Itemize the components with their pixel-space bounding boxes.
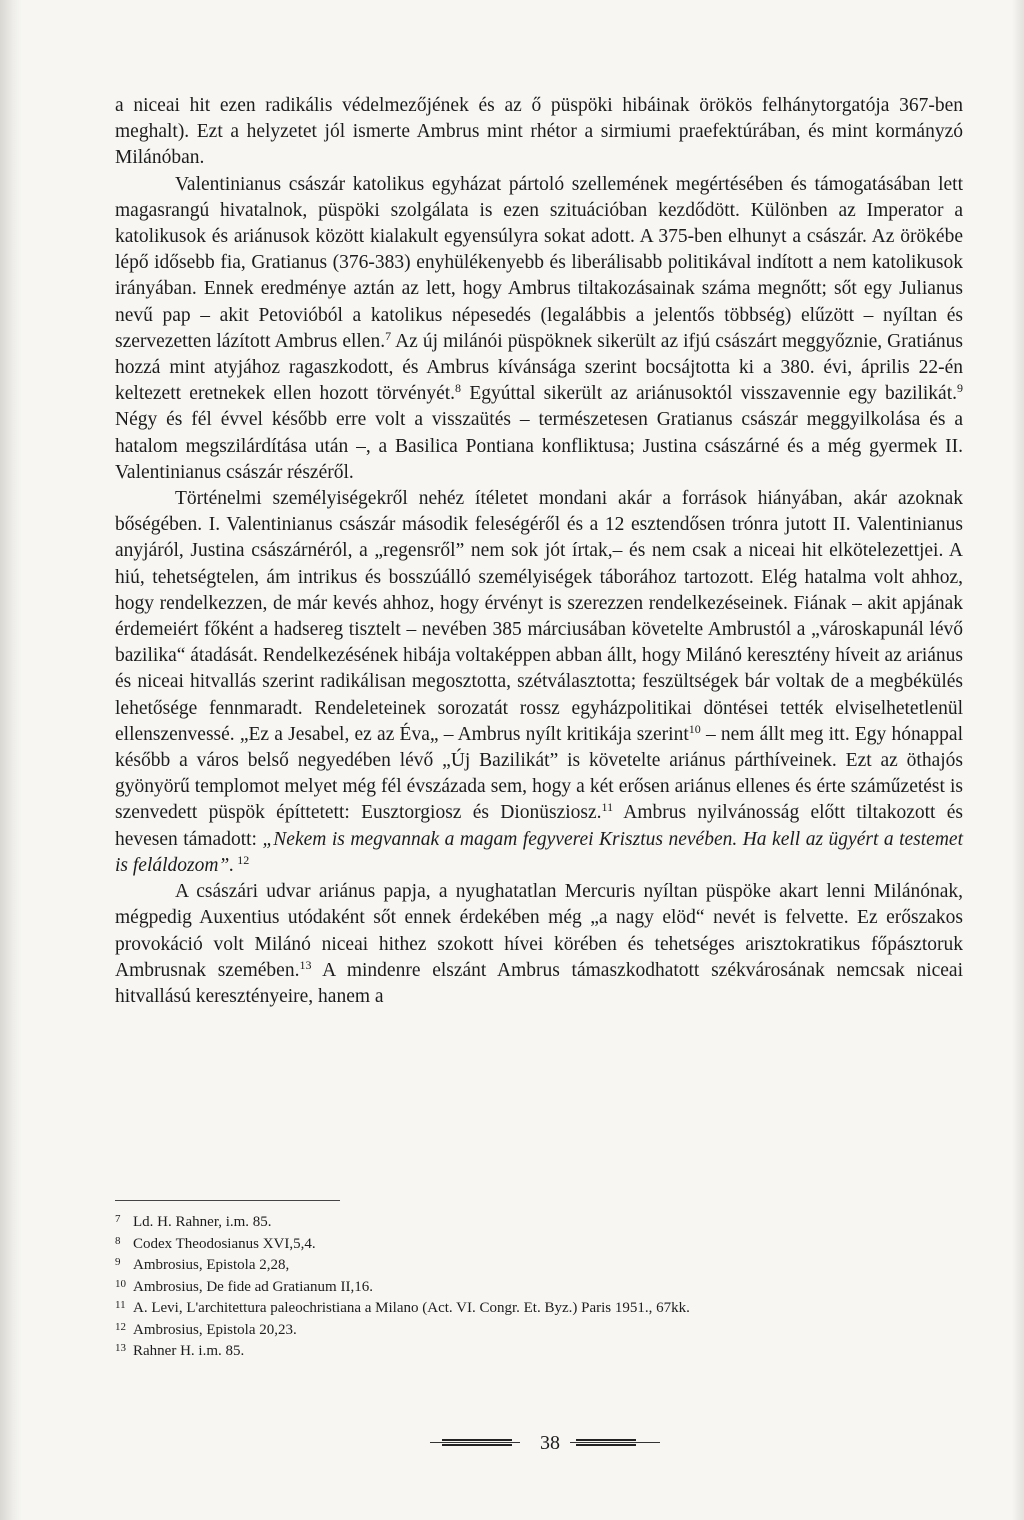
- footnote-ref-13[interactable]: 13: [299, 957, 312, 972]
- footnote-11: 11 A. Levi, L'architettura paleochristiana a Milano (Act. VI. Congr. Et. Byz.) Paris 1951., 67kk.: [115, 1299, 690, 1316]
- footnote-ref-11[interactable]: 11: [601, 800, 614, 815]
- footer-rule-left: [430, 1437, 520, 1449]
- footer-rule-right: [570, 1437, 660, 1449]
- ambrus-quote: „Nekem is megvannak a magam fegyverei Krisztus nevében. Ha kell az ügyért a testemet is feláldozom”.: [115, 828, 963, 876]
- scan-shadow-right: [1012, 0, 1024, 1520]
- footnote-7: 7 Ld. H. Rahner, i.m. 85.: [115, 1213, 272, 1230]
- footnote-10: 10 Ambrosius, De fide ad Gratianum II,16.: [115, 1277, 373, 1295]
- page-footer: [430, 1428, 670, 1458]
- paragraph-3: Történelmi személyiségekről nehéz ítéletet mondani akár a források hiányában, akár azoknak bőségében. I. Valentinianus császár második feleségéről és a 12 esztendősen trónra jutott II. Valentinianus anyjáról, Justina császárnéról, a „regensről” nem sok jót írtak,– és nem csak a niceai hit elkötelezettjei. A hiú, tehetségtelen, ám intrikus és bosszúálló személyiségek táborához tartozott. Elég hatalma volt ahhoz, hogy rendelkezzen, de már kevés ahhoz, hogy érvényt is szerezzen rendelkezéseinek. Fiának – akit apjának érdemeiért főként a hadsereg tisztelt – nevében 385 márciusában követelte Ambrustól a „városkapunál lévő bazilika“ átadását. Rendelkezésének hibája voltaképpen abban állt, hogy Milánó keresztény híveit az ariánus és niceai hitvallás szerint radikálisan megosztotta, szétválasztotta; feszültségek bár voltak de a megbékülés lehetősége fennmaradt. Rendeleteinek sorozatát rossz egyházpolitikai döntései tették elviselhetetlenül ellenszenvessé. „Ez a Jesabel, ez az Éva„ – Ambrus nyílt kritikája szerint$^{10}$ – nem állt meg itt. Egy hónappal később a város belső negyedében lévő „Új Bazilikát” is követelte ariánus párthíveinek. Ezt az öthajós gyönyörű templomot melyet még fél évszázada sem, hogy a két erősen ariánus ellenes és érte száműzetést is szenvedett püspök építtetett: Eusztorgiosz és Dionüsziosz.$^{11}$ Ambrus nyilvánosság előtt tiltakozott és hevesen támadott: „Nekem is megvannak a magam fegyverei Krisztus nevében. Ha kell az ügyért a testemet is feláldozom”. $^{12}$: [115, 488, 963, 876]
- footnotes: [115, 1212, 965, 1363]
- paragraph-2: Valentinianus császár katolikus egyházat pártoló szellemének megértésében és támogatásában lett magasrangú hivatalnok, püspöki szolgálata is ezen szituációban kezdődött. Különben az Imperator a katolikusok és ariánusok között kialakult egyensúlyra sokat adott. A 375-ben elhunyt a császár. Az örökébe lépő idősebb fia, Gratianus (376-383) enyhülékenyebb és liberálisabb politikával indított a nem katolikusok irányában. Ennek eredménye aztán az lett, hogy Ambrus tiltakozásainak száma megnőtt; sőt egy Julianus nevű pap – akit Petovióból a katolikus népesedés (legalábbis a jelentős többség) elűzött – nyíltan és szervezetten lázított Ambrus ellen.$^7$ Az új milánói püspöknek sikerült az ifjú császárt meggyőznie, Gratiánus hozzá mint atyjához ragaszkodott, és Ambrus kívánsága szerint bocsájtotta ki a 380. évi, április 22-én keltezett eretnekek ellen hozott törvényét.$^8$ Egyúttal sikerült az ariánusoktól visszavennie egy bazilikát.$^9$ Négy és fél évvel később erre volt a visszaütés – természetesen Gratianus császár meggyilkolása és a hatalom megszilárdítása után –, a Basilica Pontiana konfliktusa; Justina császárné és a még gyermek II. Valentinianus császár részéről.: [115, 173, 963, 483]
- footnote-ref-7[interactable]: 7: [385, 328, 392, 343]
- footnote-13: 13 Rahner H. i.m. 85.: [115, 1342, 245, 1359]
- footnote-ref-8[interactable]: 8: [455, 381, 462, 396]
- footnote-8: 8 Codex Theodosianus XVI,5,4.: [115, 1234, 316, 1252]
- paragraph-1: a niceai hit ezen radikális védelmezőjének és az ő püspöki hibáinak örökös felhánytorgatója 367-ben meghalt). Ezt a helyzetet jól ismerte Ambrus mint rhétor a sirmiumi praefektúrában, és mint kormányzó Milánóban.: [115, 95, 963, 169]
- footnote-separator: [115, 1200, 340, 1201]
- page-number: 38: [540, 1432, 560, 1454]
- scan-shadow-left: [0, 0, 22, 1520]
- paragraph-4: A császári udvar ariánus papja, a nyughatatlan Mercuris nyíltan püspöke akart lenni Milánónak, mégpedig Auxentius utódaként sőt ennek érdekében még „a nagy elöd“ nevét is felvette. Ez erőszakos provokáció volt Milánó niceai hithez szokott hívei körében és tehetséges arisztokratikus főpásztoruk Ambrusnak szemében.$^{13}$ A mindenre elszánt Ambrus támaszkodhatott székvárosának nemcsak niceai hitvallású keresztényeire, hanem a: [115, 881, 963, 1007]
- body-text: [115, 93, 963, 1010]
- footnote-ref-9[interactable]: 9: [956, 381, 963, 396]
- footnote-12: 12 Ambrosius, Epistola 20,23.: [115, 1320, 297, 1338]
- footnote-ref-12[interactable]: 12: [234, 852, 250, 867]
- footnote-ref-10[interactable]: 10: [688, 721, 701, 736]
- footnote-9: 9 Ambrosius, Epistola 2,28,: [115, 1256, 290, 1273]
